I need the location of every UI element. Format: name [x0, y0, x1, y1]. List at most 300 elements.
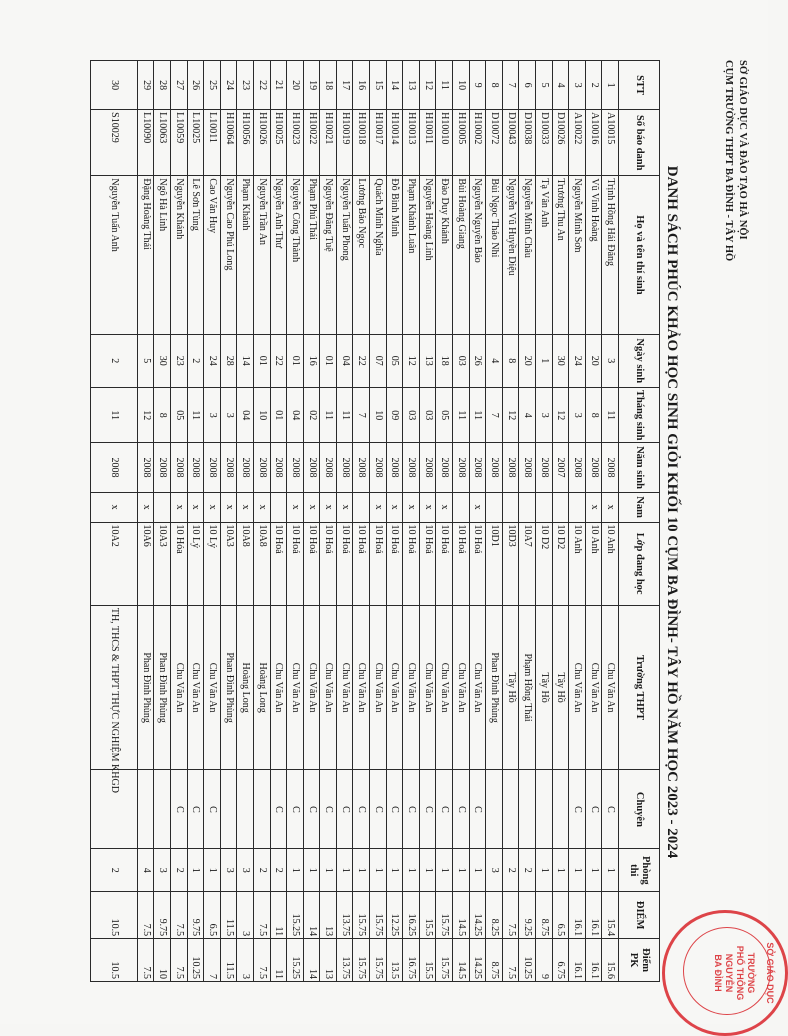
table-cell: 11 — [336, 387, 353, 443]
table-cell: D10038 — [519, 110, 536, 176]
table-cell: 15.25 — [287, 939, 304, 982]
table-cell: Tây Hồ — [552, 605, 569, 770]
table-cell: 2008 — [403, 443, 420, 492]
table-cell: 2008 — [320, 443, 337, 492]
table-cell: C — [585, 770, 602, 849]
table-cell: Chu Văn An — [187, 605, 204, 770]
table-cell: 2 — [90, 849, 137, 892]
table-cell: 2 — [270, 849, 287, 892]
cluster-name: CỤM TRƯỜNG THPT BA ĐÌNH - TÂY HỒ — [723, 60, 734, 262]
table-cell: 3 — [602, 334, 619, 387]
column-header: STT — [619, 61, 660, 110]
table-cell: 1 — [436, 849, 453, 892]
table-cell: Chu Văn An — [287, 605, 304, 770]
table-cell: 15.75 — [370, 939, 387, 982]
table-cell: C — [419, 770, 436, 849]
table-cell: 2008 — [287, 443, 304, 492]
table-cell: x — [187, 492, 204, 522]
table-cell: 10A3 — [154, 522, 171, 605]
table-row — [336, 61, 353, 982]
table-cell: 30 — [154, 334, 171, 387]
table-cell: 11 — [270, 939, 287, 982]
table-cell: 2008 — [419, 443, 436, 492]
table-cell: 10 Hoá — [469, 522, 486, 605]
table-cell — [519, 492, 536, 522]
table-cell: Đặng Hoàng Thái — [137, 176, 154, 334]
table-cell: x — [469, 492, 486, 522]
column-header: Năm sinh — [619, 443, 660, 492]
table-cell: Hoàng Long — [237, 605, 254, 770]
table-cell: 1 — [353, 849, 370, 892]
table-cell: 10 — [370, 387, 387, 443]
table-cell: A10015 — [602, 110, 619, 176]
table-cell: Chu Văn An — [370, 605, 387, 770]
table-cell: Nguyễn Tuấn Anh — [90, 176, 137, 334]
table-cell: 15.75 — [436, 939, 453, 982]
table-cell: Nguyễn Công Thành — [287, 176, 304, 334]
table-cell: 04 — [336, 334, 353, 387]
table-cell: 10 D2 — [552, 522, 569, 605]
table-cell: 10.5 — [90, 892, 137, 939]
table-cell: 16 — [353, 61, 370, 110]
table-cell: L10025 — [187, 110, 204, 176]
column-header: ĐIỂM — [619, 892, 660, 939]
table-cell — [552, 492, 569, 522]
table-cell: x — [287, 492, 304, 522]
table-cell: 2 — [585, 61, 602, 110]
column-header: Ngày sinh — [619, 334, 660, 387]
table-cell: 30 — [90, 61, 137, 110]
table-cell — [353, 492, 370, 522]
table-cell — [519, 770, 536, 849]
table-row — [453, 61, 470, 982]
table-cell: Vũ Vinh Hoàng — [585, 176, 602, 334]
table-cell: D10026 — [552, 110, 569, 176]
table-cell: 2 — [519, 849, 536, 892]
table-cell: 1 — [370, 849, 387, 892]
table-cell: 11 — [90, 387, 137, 443]
table-cell: 10.5 — [90, 939, 137, 982]
table-cell: C — [170, 770, 187, 849]
column-header: Chuyên — [619, 770, 660, 849]
table-cell: 15.6 — [602, 939, 619, 982]
table-cell: 20 — [287, 61, 304, 110]
table-cell: 2008 — [204, 443, 221, 492]
table-cell: 14 — [237, 334, 254, 387]
table-cell: 2008 — [220, 443, 237, 492]
table-cell: H10010 — [436, 110, 453, 176]
table-cell: 1 — [336, 849, 353, 892]
table-cell: Hoàng Long — [253, 605, 270, 770]
table-cell: 3 — [486, 849, 503, 892]
table-cell: 23 — [170, 334, 187, 387]
table-row — [137, 61, 154, 982]
table-cell: 13 — [419, 334, 436, 387]
table-cell: 15.75 — [353, 939, 370, 982]
table-cell: 2008 — [569, 443, 586, 492]
table-cell: Phan Đình Phùng — [220, 605, 237, 770]
table-cell — [536, 770, 553, 849]
table-cell: 11.5 — [220, 892, 237, 939]
table-cell: 6 — [519, 61, 536, 110]
table-cell: H10017 — [370, 110, 387, 176]
table-cell: 2 — [253, 849, 270, 892]
table-cell: x — [237, 492, 254, 522]
table-cell — [137, 770, 154, 849]
table-cell: 10A3 — [220, 522, 237, 605]
table-cell: 7.5 — [502, 939, 519, 982]
table-cell: 21 — [270, 61, 287, 110]
table-row — [204, 61, 221, 982]
column-header: Trường THPT — [619, 605, 660, 770]
table-cell: Chu Văn An — [320, 605, 337, 770]
table-cell: 7 — [204, 939, 221, 982]
table-cell: 2008 — [536, 443, 553, 492]
table-cell: 2008 — [486, 443, 503, 492]
table-cell: 15.5 — [419, 939, 436, 982]
table-cell: H10019 — [336, 110, 353, 176]
table-cell: Chu Văn An — [569, 605, 586, 770]
document-title: DANH SÁCH PHÚC KHẢO HỌC SINH GIỎI KHỐI 10 CỤM BA ĐÌNH- TÂY HỒ NĂM HỌC 2023 - 2024 — [664, 165, 680, 859]
table-cell: 3 — [237, 939, 254, 982]
table-cell: 7.5 — [170, 892, 187, 939]
table-cell: 10 Hoá — [419, 522, 436, 605]
table-cell: 28 — [154, 61, 171, 110]
table-cell: 10 Anh — [569, 522, 586, 605]
table-row — [253, 61, 270, 982]
table-cell: 3 — [536, 387, 553, 443]
table-cell: H10021 — [320, 110, 337, 176]
table-cell: 2 — [502, 849, 519, 892]
table-cell: 13 — [320, 892, 337, 939]
table-cell: H10022 — [303, 110, 320, 176]
table-cell: S10029 — [90, 110, 137, 176]
table-cell: A10016 — [585, 110, 602, 176]
table-cell: H10026 — [253, 110, 270, 176]
table-cell: 6.75 — [552, 939, 569, 982]
table-row — [370, 61, 387, 982]
table-cell: 11 — [187, 387, 204, 443]
table-cell: 1 — [536, 849, 553, 892]
table-cell: 1 — [320, 849, 337, 892]
table-row — [436, 61, 453, 982]
table-cell: x — [602, 492, 619, 522]
table-cell: Phan Đình Phùng — [154, 605, 171, 770]
table-cell: Đỗ Bình Minh — [386, 176, 403, 334]
table-cell: 01 — [253, 334, 270, 387]
table-cell: 05 — [436, 387, 453, 443]
table-cell: 05 — [386, 334, 403, 387]
table-cell: C — [386, 770, 403, 849]
table-cell: 11 — [436, 61, 453, 110]
table-cell: 4 — [552, 61, 569, 110]
table-row — [469, 61, 486, 982]
table-cell: 14.25 — [469, 892, 486, 939]
table-cell: Nguyễn Tuấn Phong — [336, 176, 353, 334]
table-cell — [270, 492, 287, 522]
table-cell: 16 — [303, 334, 320, 387]
table-cell: 10 Anh — [585, 522, 602, 605]
table-cell: H10023 — [287, 110, 304, 176]
table-cell: 2008 — [386, 443, 403, 492]
table-cell: 11 — [453, 387, 470, 443]
table-cell: 29 — [137, 61, 154, 110]
table-cell: 12 — [552, 387, 569, 443]
table-cell: 9 — [469, 61, 486, 110]
table-cell: 12 — [403, 334, 420, 387]
table-cell: 1 — [287, 849, 304, 892]
table-cell: 10 Hoá — [436, 522, 453, 605]
table-cell: Chu Văn An — [453, 605, 470, 770]
table-cell: 2008 — [602, 443, 619, 492]
table-cell: Nguyễn Trần An — [253, 176, 270, 334]
table-cell: 2008 — [453, 443, 470, 492]
table-cell: 1 — [602, 849, 619, 892]
table-cell: 3 — [569, 387, 586, 443]
table-cell — [220, 770, 237, 849]
table-cell: 16.1 — [585, 939, 602, 982]
table-cell: 15.5 — [419, 892, 436, 939]
table-row — [585, 61, 602, 982]
table-cell: C — [303, 770, 320, 849]
table-cell: 17 — [336, 61, 353, 110]
table-cell: Nguyễn Anh Thư — [270, 176, 287, 334]
table-cell: 4 — [486, 334, 503, 387]
table-cell: 2008 — [469, 443, 486, 492]
table-cell: 1 — [386, 849, 403, 892]
table-cell: 8 — [585, 387, 602, 443]
table-cell: 14.5 — [453, 939, 470, 982]
table-cell: 1 — [602, 61, 619, 110]
table-cell: 7.5 — [137, 939, 154, 982]
table-cell: Chu Văn An — [436, 605, 453, 770]
table-cell: 15.75 — [370, 892, 387, 939]
table-cell: 1 — [453, 849, 470, 892]
table-cell: H10018 — [353, 110, 370, 176]
table-cell: 11 — [320, 387, 337, 443]
table-cell: 07 — [370, 334, 387, 387]
table-cell: C — [436, 770, 453, 849]
table-cell: H10025 — [270, 110, 287, 176]
table-row — [419, 61, 436, 982]
table-cell: Tạ Vân Anh — [536, 176, 553, 334]
table-cell: 20 — [519, 334, 536, 387]
table-cell: 11 — [270, 892, 287, 939]
table-cell: 14 — [386, 61, 403, 110]
table-cell: 6.5 — [552, 892, 569, 939]
table-cell: 4 — [519, 387, 536, 443]
table-cell: 18 — [320, 61, 337, 110]
table-cell: 01 — [320, 334, 337, 387]
table-cell: Nguyễn Cao Phú Long — [220, 176, 237, 334]
table-cell: 2008 — [187, 443, 204, 492]
table-cell: 3 — [204, 387, 221, 443]
table-cell — [253, 770, 270, 849]
table-cell: Chu Văn An — [602, 605, 619, 770]
table-cell: L10059 — [170, 110, 187, 176]
table-cell: 2 — [187, 334, 204, 387]
table-cell: C — [370, 770, 387, 849]
table-cell: 3 — [237, 892, 254, 939]
table-cell: x — [303, 492, 320, 522]
table-cell: 16.1 — [585, 892, 602, 939]
table-cell: Nguyễn Vũ Huyền Diệu — [502, 176, 519, 334]
table-cell: 10A8 — [253, 522, 270, 605]
table-cell: 3 — [220, 849, 237, 892]
table-cell: 14 — [303, 892, 320, 939]
table-row — [270, 61, 287, 982]
table-cell: Chu Văn An — [204, 605, 221, 770]
table-cell — [453, 492, 470, 522]
table-cell: 2008 — [237, 443, 254, 492]
table-cell: Chu Văn An — [270, 605, 287, 770]
table-cell: 10 Hoá — [287, 522, 304, 605]
table-cell: 05 — [170, 387, 187, 443]
table-cell: 3 — [154, 849, 171, 892]
table-cell: 8.75 — [486, 939, 503, 982]
table-cell: 5 — [536, 61, 553, 110]
table-cell: H10064 — [220, 110, 237, 176]
table-cell — [536, 492, 553, 522]
table-cell: 12 — [502, 387, 519, 443]
table-cell — [154, 770, 171, 849]
table-cell: 7 — [486, 387, 503, 443]
table-row — [502, 61, 519, 982]
table-cell — [237, 770, 254, 849]
table-cell: 26 — [187, 61, 204, 110]
table-cell: x — [386, 492, 403, 522]
table-cell: 28 — [220, 334, 237, 387]
table-row — [187, 61, 204, 982]
column-header: Họ và tên thí sinh — [619, 176, 660, 334]
table-cell: 12.25 — [386, 892, 403, 939]
table-cell: 25 — [204, 61, 221, 110]
table-cell: 16.1 — [569, 939, 586, 982]
table-cell: 09 — [386, 387, 403, 443]
table-cell: 3 — [237, 849, 254, 892]
table-cell: 23 — [237, 61, 254, 110]
table-cell: 7.5 — [253, 892, 270, 939]
table-cell: 10 Hoá — [336, 522, 353, 605]
table-cell: 1 — [552, 849, 569, 892]
table-row — [287, 61, 304, 982]
table-cell: H10056 — [237, 110, 254, 176]
table-row — [386, 61, 403, 982]
table-cell: Chu Văn An — [170, 605, 187, 770]
table-cell: H10011 — [419, 110, 436, 176]
table-header-row — [619, 61, 660, 982]
table-cell: Ngô Hà Linh — [154, 176, 171, 334]
table-cell: 10 Hoá — [353, 522, 370, 605]
table-cell: x — [320, 492, 337, 522]
column-header: Số báo danh — [619, 110, 660, 176]
table-cell: 10 — [253, 387, 270, 443]
table-row — [569, 61, 586, 982]
table-cell: Phạm Phú Thái — [303, 176, 320, 334]
table-cell: Chu Văn An — [386, 605, 403, 770]
table-cell — [154, 492, 171, 522]
table-cell — [486, 492, 503, 522]
column-header: Phòng thi — [619, 849, 660, 892]
table-cell: 18 — [436, 334, 453, 387]
table-cell: 01 — [270, 387, 287, 443]
table-cell: x — [137, 492, 154, 522]
table-cell: 9 — [536, 939, 553, 982]
table-cell: 10 Hoá — [303, 522, 320, 605]
table-row — [170, 61, 187, 982]
table-cell: 7.5 — [253, 939, 270, 982]
table-cell: 11 — [602, 387, 619, 443]
table-cell: C — [569, 770, 586, 849]
table-cell: C — [204, 770, 221, 849]
table-cell: Phạm Khánh Luân — [403, 176, 420, 334]
table-cell: 7 — [353, 387, 370, 443]
table-cell: Tây Hồ — [536, 605, 553, 770]
table-cell: 3 — [569, 61, 586, 110]
table-row — [536, 61, 553, 982]
table-cell: 10A8 — [237, 522, 254, 605]
table-cell: 13.75 — [336, 939, 353, 982]
table-row — [486, 61, 503, 982]
table-cell: 1 — [303, 849, 320, 892]
table-cell: 02 — [303, 387, 320, 443]
table-cell: 3 — [220, 387, 237, 443]
table-cell: Lê Sơn Tùng — [187, 176, 204, 334]
table-cell: Nguyễn Khánh — [170, 176, 187, 334]
table-cell: C — [287, 770, 304, 849]
table-cell: 6.5 — [204, 892, 221, 939]
table-cell — [502, 492, 519, 522]
table-cell: 14.5 — [453, 892, 470, 939]
table-cell: 20 — [585, 334, 602, 387]
table-cell: Chu Văn An — [403, 605, 420, 770]
table-cell: 7.5 — [502, 892, 519, 939]
table-cell: 11.5 — [220, 939, 237, 982]
table-cell: 15.4 — [602, 892, 619, 939]
table-cell: 10D3 — [502, 522, 519, 605]
table-cell: 24 — [204, 334, 221, 387]
table-cell: Phạm Hồng Thái — [519, 605, 536, 770]
table-cell: C — [320, 770, 337, 849]
table-cell: 03 — [403, 387, 420, 443]
table-cell: 04 — [287, 387, 304, 443]
table-cell: C — [187, 770, 204, 849]
table-cell: x — [403, 492, 420, 522]
table-cell: Chu Văn An — [419, 605, 436, 770]
table-cell: Nguyễn Minh Châu — [519, 176, 536, 334]
table-cell: 15.75 — [436, 892, 453, 939]
table-cell: 1 — [569, 849, 586, 892]
table-cell: 5 — [137, 334, 154, 387]
table-cell: Nguyễn Minh Sơn — [569, 176, 586, 334]
table-cell: 2 — [90, 334, 137, 387]
table-cell: 04 — [237, 387, 254, 443]
table-cell: 2008 — [303, 443, 320, 492]
table-cell: Bùi Hoàng Giang — [453, 176, 470, 334]
table-row — [602, 61, 619, 982]
table-cell: Trịnh Hồng Hải Đăng — [602, 176, 619, 334]
table-cell: 16.25 — [403, 892, 420, 939]
table-cell: 10 D2 — [536, 522, 553, 605]
table-cell: 19 — [303, 61, 320, 110]
table-cell: 2008 — [270, 443, 287, 492]
table-cell: 10 Hoá — [270, 522, 287, 605]
table-cell: C — [602, 770, 619, 849]
department-name: SỞ GIÁO DỤC VÀ ĐÀO TẠO HÀ NỘI — [737, 60, 748, 240]
table-cell: C — [453, 770, 470, 849]
table-cell: 2008 — [336, 443, 353, 492]
table-cell: 8.25 — [486, 892, 503, 939]
